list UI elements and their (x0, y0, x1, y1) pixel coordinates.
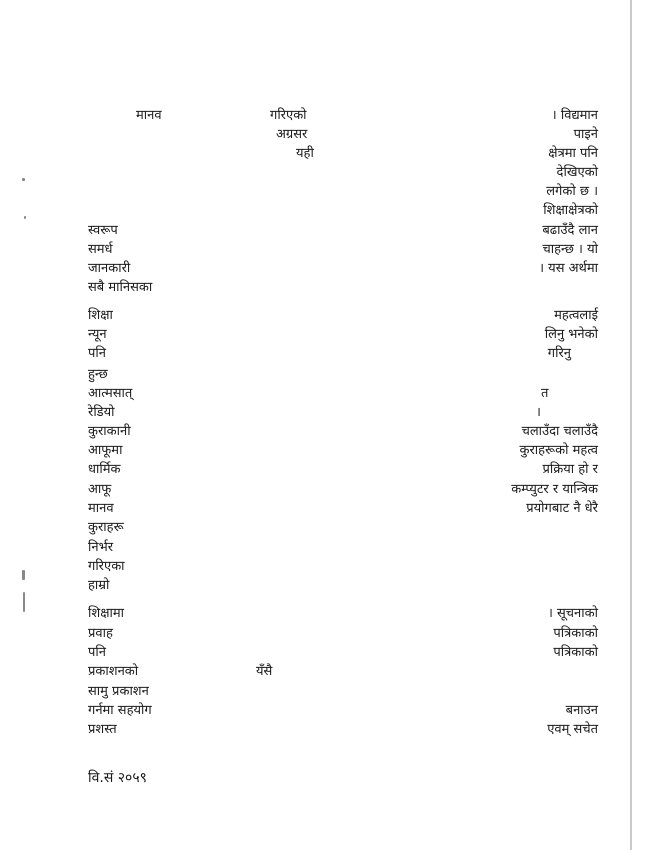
left-line-26: गर्नमा सहयोग (88, 703, 152, 718)
left-line-16: मानव (88, 501, 114, 516)
right-line-19: प्रयोगबाट नै धेरै (526, 501, 598, 516)
left-line-11: रेडियो (88, 405, 115, 420)
left-line-19: गरिएका (88, 559, 125, 574)
middle-line-1: गरिएको (270, 108, 307, 123)
left-line-10: आत्मसात् (88, 386, 133, 401)
right-line-9: । यस अर्थमा (539, 261, 598, 276)
right-line-14: । (536, 405, 541, 420)
right-line-7: बढाउँदै लान (542, 223, 598, 238)
right-line-4: देखिएको (556, 165, 598, 180)
right-line-17: प्रक्रिया हो र (542, 462, 598, 477)
left-line-22: प्रवाह (88, 626, 113, 641)
right-line-13: त (541, 386, 549, 401)
right-line-18: कम्प्युटर र यान्त्रिक (511, 482, 598, 497)
right-line-12: गरिनु (547, 346, 571, 361)
left-line-18: निर्भर (88, 540, 114, 555)
left-line-20: हाम्रो (88, 578, 110, 593)
left-line-8: पनि (88, 346, 106, 361)
scan-speck (22, 178, 25, 181)
right-line-6: शिक्षाक्षेत्रको (543, 203, 598, 218)
left-line-24: प्रकाशनको (88, 664, 139, 679)
left-line-1: मानव (136, 108, 162, 123)
right-line-22: पत्रिकाको (553, 645, 598, 660)
left-line-15: आफू (88, 482, 112, 497)
left-line-23: पनि (88, 645, 106, 660)
left-line-17: कुराहरू (88, 520, 124, 535)
left-line-27: प्रशस्त (88, 722, 117, 737)
middle-line-4: यँसै (256, 664, 273, 679)
left-line-2: स्वरूप (88, 223, 118, 238)
right-line-11: लिनु भनेको (544, 327, 598, 342)
middle-line-3: यही (296, 146, 314, 161)
scan-speck (22, 570, 25, 580)
right-line-24: एवम् सचेत (547, 722, 598, 737)
right-line-8: चाहन्छ । यो (542, 242, 598, 257)
scan-edge-line (630, 0, 632, 850)
right-line-21: पत्रिकाको (553, 626, 598, 641)
middle-line-2: अग्रसर (276, 127, 308, 142)
left-line-9: हुन्छ (88, 367, 108, 382)
right-line-2: पाइने (573, 127, 598, 142)
right-line-20: । सूचनाको (547, 606, 598, 621)
left-line-12: कुराकानी (88, 424, 131, 439)
left-line-25: सामु प्रकाशन (88, 684, 149, 699)
left-line-6: शिक्षा (88, 308, 113, 323)
scan-speck (23, 592, 25, 612)
scan-speck (24, 216, 26, 219)
right-line-10: महत्वलाई (554, 308, 598, 323)
right-line-16: कुराहरूको महत्व (519, 443, 598, 458)
left-line-13: आफूमा (88, 443, 123, 458)
right-line-5: लगेको छ । (546, 184, 598, 199)
right-line-15: चलाउँदा चलाउँदै (521, 424, 598, 439)
left-line-4: जानकारी (88, 261, 131, 276)
left-line-5: सबै मानिसका (88, 280, 153, 295)
left-line-3: समर्ध (88, 242, 113, 257)
left-line-21: शिक्षामा (88, 606, 125, 621)
right-line-1: । विद्यमान (551, 108, 598, 123)
date-line: वि.सं २०५९ (88, 770, 147, 786)
right-line-23: बनाउन (565, 703, 598, 718)
right-line-3: क्षेत्रमा पनि (548, 146, 598, 161)
left-line-14: धार्मिक (88, 462, 121, 477)
left-line-7: न्यून (88, 327, 107, 342)
